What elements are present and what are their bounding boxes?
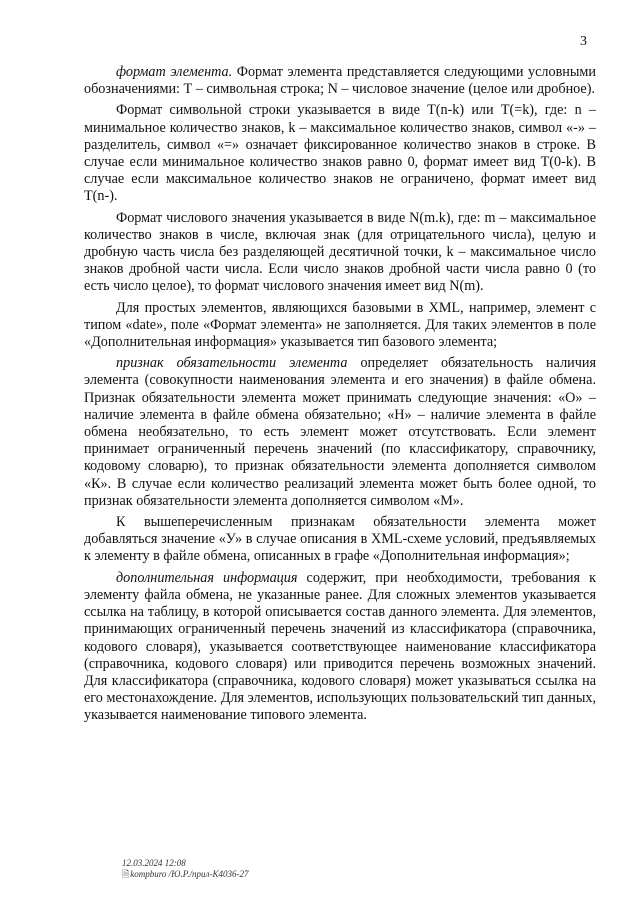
page-number: 3 xyxy=(580,34,587,49)
paragraph-element-format: формат элемента. Формат элемента представляется следующими условными обозначениями: Т – символьная строка; N – числовое значение (целое или дробное). xyxy=(84,64,596,98)
footer-path: kompburo /Ю.Р./прил-К4036-27 xyxy=(130,869,249,879)
paragraph-additional-info: дополнительная информация содержит, при необходимости, требования к элементу файла обмена, не указанные ранее. Для сложных элементов указывается ссылка на таблицу, в которой описывается состав данного элемента. Для элементов, принимающих ограниченный перечень значений из классификатора (справочника, кодового словаря), указывается соответствующее наименование классификатора (справочника, кодового словаря) или приводится перечень возможных значений. Для классификатора (справочника, кодового словаря) может указываться ссылка на его местонахождение. Для элементов, использующих пользовательский тип данных, указывается наименование типового элемента. xyxy=(84,569,596,724)
term-additional-info: дополнительная информация xyxy=(116,569,298,586)
paragraph-additional-flag: К вышеперечисленным признакам обязательности элемента может добавляться значение «У» в случае описания в XML-схеме условий, предъявляемых к элементу в файле обмена, описанных в графе «Дополнительная информация»; xyxy=(84,514,596,565)
footer xyxy=(122,858,248,880)
paragraph-number-format: Формат числового значения указывается в виде N(m.k), где: m – максимальное количество знаков в числе, включая знак (для отрицательного числа), целую и дробную часть числа без разделяющей десятичной точки, k – максимальное число знаков дробной части числа. Если число знаков дробной части числа равно 0 (то есть число целое), то формат числового значения имеет вид N(m). xyxy=(84,209,596,295)
footer-date: 12.03.2024 12:08 xyxy=(122,858,186,868)
term-mandatory-flag: признак обязательности элемента xyxy=(116,355,348,372)
paragraph-string-format: Формат символьной строки указывается в виде T(n-k) или T(=k), где: n – минимальное количество знаков, k – максимальное количество знаков, символ «-» – разделитель, символ «=» означает фиксированное количество знаков в строке. В случае если минимальное количество знаков равно 0, формат имеет вид T(0-k). В случае если максимальное количество знаков не ограничено, формат имеет вид T(n-). xyxy=(84,102,596,205)
term-element-format: формат элемента. xyxy=(116,64,233,80)
paragraph-simple-elements: Для простых элементов, являющихся базовыми в XML, например, элемент с типом «date», поле «Формат элемента» не заполняется. Для таких элементов в поле «Дополнительная информация» указывается тип базового элемента; xyxy=(84,299,596,351)
body-text xyxy=(84,64,596,729)
paragraph-mandatory-flag: признак обязательности элемента определяет обязательность наличия элемента (совокупности наименования элемента и его значения) в файле обмена. Признак обязательности элемента может принимать следующие значения: «О» – наличие элемента в файле обмена обязательно; «Н» – наличие элемента в файле обмена необязательно, то есть элемент может отсутствовать. Если элемент принимает ограниченный перечень значений (по классификатору, справочнику, кодовому словарю), то признак обязательности элемента дополняется символом «К». В случае если количество реализаций элемента может быть более одной, то признак обязательности элемента дополняется символом «М». xyxy=(84,355,596,509)
document-icon: 🗎 xyxy=(122,869,130,879)
footer-path-line xyxy=(122,869,248,880)
